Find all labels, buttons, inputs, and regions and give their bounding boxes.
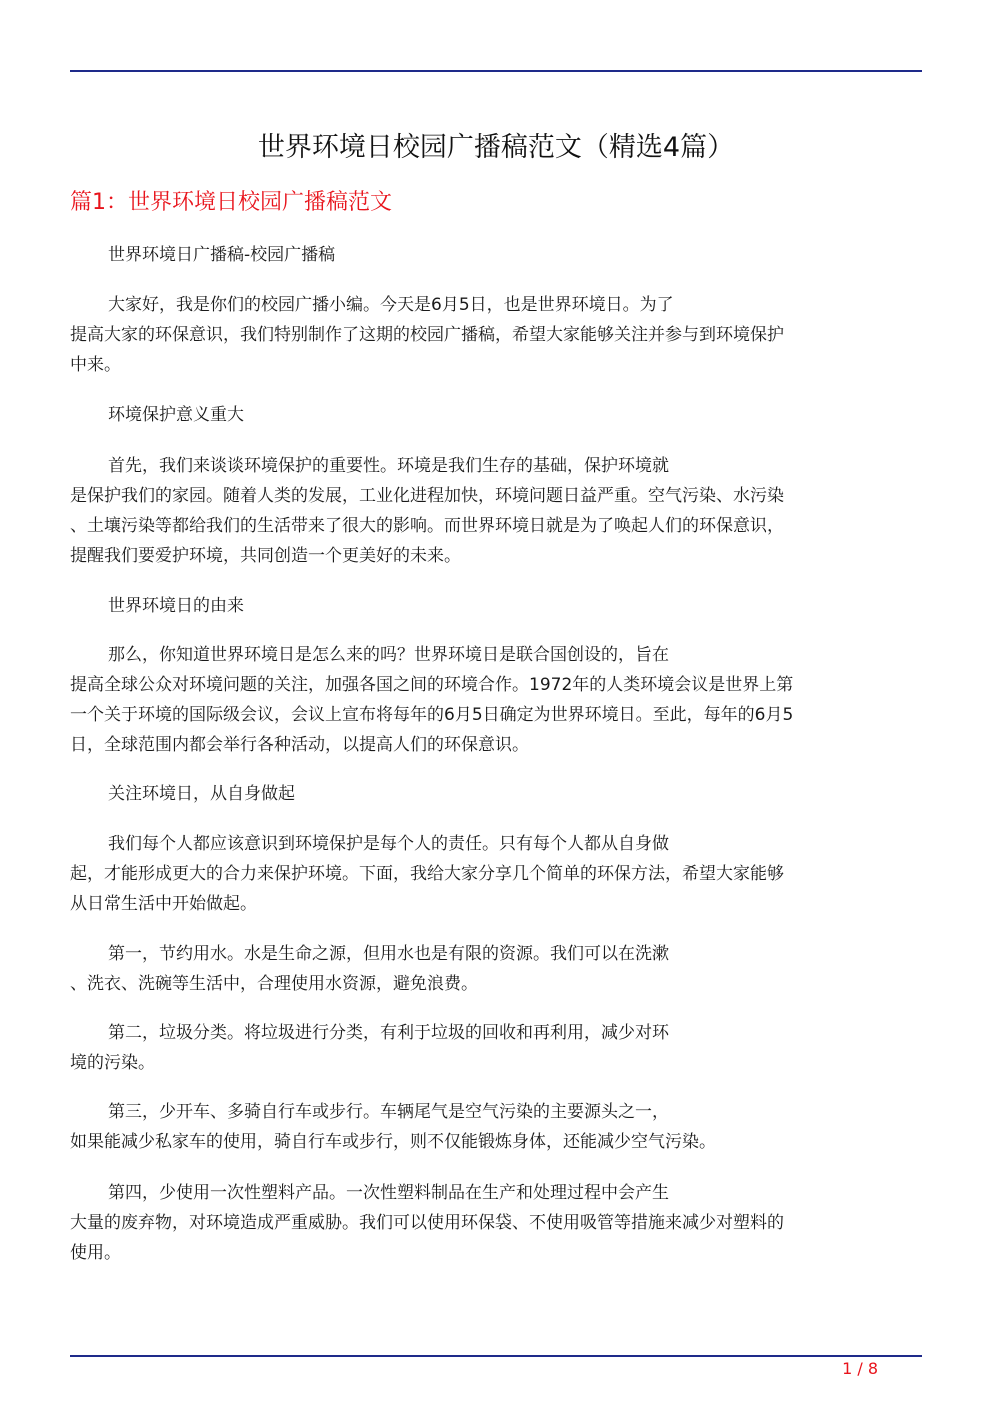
paragraph-5 <box>70 591 922 621</box>
paragraph-8 <box>70 829 922 919</box>
paragraph-6 <box>70 640 922 760</box>
paragraph-line: 是保护我们的家园。随着人类的发展，工业化进程加快，环境问题日益严重。空气污染、水污染 <box>70 486 784 506</box>
paragraph-line: 使用。 <box>70 1243 121 1263</box>
paragraph-line: 、土壤污染等都给我们的生活带来了很大的影响。而世界环境日就是为了唤起人们的环保意识， <box>70 516 784 536</box>
paragraph-line: 世界环境日广播稿-校园广播稿 <box>108 245 336 265</box>
paragraph-line: 大家好，我是你们的校园广播小编。今天是6月5日，也是世界环境日。为了 <box>108 295 674 315</box>
paragraph-7 <box>70 779 922 809</box>
paragraph-line: 提高全球公众对环境问题的关注，加强各国之间的环境合作。1972年的人类环境会议是世界上第 <box>70 675 794 695</box>
paragraph-4 <box>70 451 922 571</box>
paragraph-line: 第一，节约用水。水是生命之源，但用水也是有限的资源。我们可以在洗漱 <box>108 944 669 964</box>
paragraph-line: 中来。 <box>70 355 121 375</box>
page-indicator: 1 / 8 <box>842 1359 878 1378</box>
paragraph-line: 一个关于环境的国际级会议，会议上宣布将每年的6月5日确定为世界环境日。至此，每年的6月5 <box>70 705 794 725</box>
paragraph-10 <box>70 1018 922 1078</box>
paragraph-line: 那么，你知道世界环境日是怎么来的吗？世界环境日是联合国创设的，旨在 <box>108 645 669 665</box>
paragraph-line: 第二，垃圾分类。将垃圾进行分类，有利于垃圾的回收和再利用，减少对环 <box>108 1023 669 1043</box>
paragraph-line: 提高大家的环保意识，我们特别制作了这期的校园广播稿，希望大家能够关注并参与到环境保护 <box>70 325 784 345</box>
paragraph-12 <box>70 1178 922 1268</box>
paragraph-line: 提醒我们要爱护环境，共同创造一个更美好的未来。 <box>70 546 461 566</box>
paragraph-3 <box>70 400 922 430</box>
paragraph-1 <box>70 240 922 270</box>
document-title: 世界环境日校园广播稿范文（精选4篇） <box>257 132 735 163</box>
paragraph-line: 日，全球范围内都会举行各种活动，以提高人们的环保意识。 <box>70 735 529 755</box>
paragraph-line: 第三，少开车、多骑自行车或步行。车辆尾气是空气污染的主要源头之一， <box>108 1102 669 1122</box>
paragraph-line: 世界环境日的由来 <box>108 596 244 616</box>
paragraph-line: 境的污染。 <box>70 1053 155 1073</box>
paragraph-11 <box>70 1097 922 1157</box>
paragraph-line: 、洗衣、洗碗等生活中，合理使用水资源，避免浪费。 <box>70 974 478 994</box>
paragraph-line: 关注环境日，从自身做起 <box>108 784 295 804</box>
footer-rule <box>70 1355 922 1357</box>
paragraph-line: 如果能减少私家车的使用，骑自行车或步行，则不仅能锻炼身体，还能减少空气污染。 <box>70 1132 716 1152</box>
paragraph-line: 环境保护意义重大 <box>108 405 244 425</box>
paragraph-line: 起，才能形成更大的合力来保护环境。下面，我给大家分享几个简单的环保方法，希望大家能够 <box>70 864 784 884</box>
section-heading: 篇1：世界环境日校园广播稿范文 <box>70 190 392 215</box>
paragraph-9 <box>70 939 922 999</box>
paragraph-line: 从日常生活中开始做起。 <box>70 894 257 914</box>
paragraph-line: 第四，少使用一次性塑料产品。一次性塑料制品在生产和处理过程中会产生 <box>108 1183 669 1203</box>
header-rule <box>70 70 922 72</box>
paragraph-2 <box>70 290 922 380</box>
paragraph-line: 首先，我们来谈谈环境保护的重要性。环境是我们生存的基础，保护环境就 <box>108 456 669 476</box>
paragraph-line: 大量的废弃物，对环境造成严重威胁。我们可以使用环保袋、不使用吸管等措施来减少对塑料的 <box>70 1213 784 1233</box>
paragraph-line: 我们每个人都应该意识到环境保护是每个人的责任。只有每个人都从自身做 <box>108 834 669 854</box>
